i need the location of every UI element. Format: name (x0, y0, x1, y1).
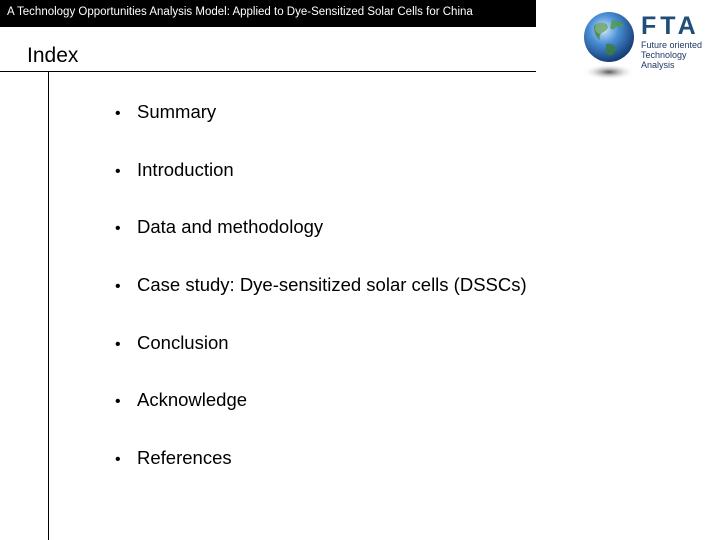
logo-acronym: FTA (641, 12, 700, 40)
list-item (115, 157, 527, 215)
presentation-title: A Technology Opportunities Analysis Model: Applied to Dye-Sensitized Solar Cells for China (7, 6, 473, 18)
list-item-label: Data and methodology (137, 216, 324, 238)
list-item-label: Conclusion (137, 331, 229, 353)
list-item (115, 272, 527, 330)
index-list (115, 99, 527, 503)
list-item (115, 445, 527, 503)
list-item (115, 99, 527, 157)
heading-divider (0, 71, 536, 72)
logo-line-3: Analysis (641, 60, 675, 70)
bullet-icon: • (115, 451, 121, 469)
logo-line-1: Future oriented (641, 40, 703, 50)
list-item-label: Case study: Dye-sensitized solar cells (DSSCs) (137, 274, 527, 296)
bullet-icon: • (115, 105, 121, 122)
header-title-bar (0, 0, 536, 27)
logo-subtitle (641, 40, 702, 70)
logo-line-2: Technology (641, 50, 687, 60)
bullet-icon: • (115, 220, 121, 238)
list-item (115, 330, 527, 388)
left-divider (48, 72, 49, 540)
bullet-icon: • (115, 162, 121, 180)
list-item-label: Summary (137, 101, 217, 122)
list-item (115, 214, 527, 272)
list-item-label: Introduction (137, 158, 234, 180)
bullet-icon: • (115, 335, 121, 353)
slide-heading: Index (27, 44, 79, 67)
bullet-icon: • (115, 278, 121, 296)
list-item-label: References (137, 447, 232, 469)
list-item-label: Acknowledge (137, 389, 248, 411)
bullet-icon: • (115, 393, 121, 411)
fta-logo (582, 6, 712, 82)
list-item (115, 387, 527, 445)
